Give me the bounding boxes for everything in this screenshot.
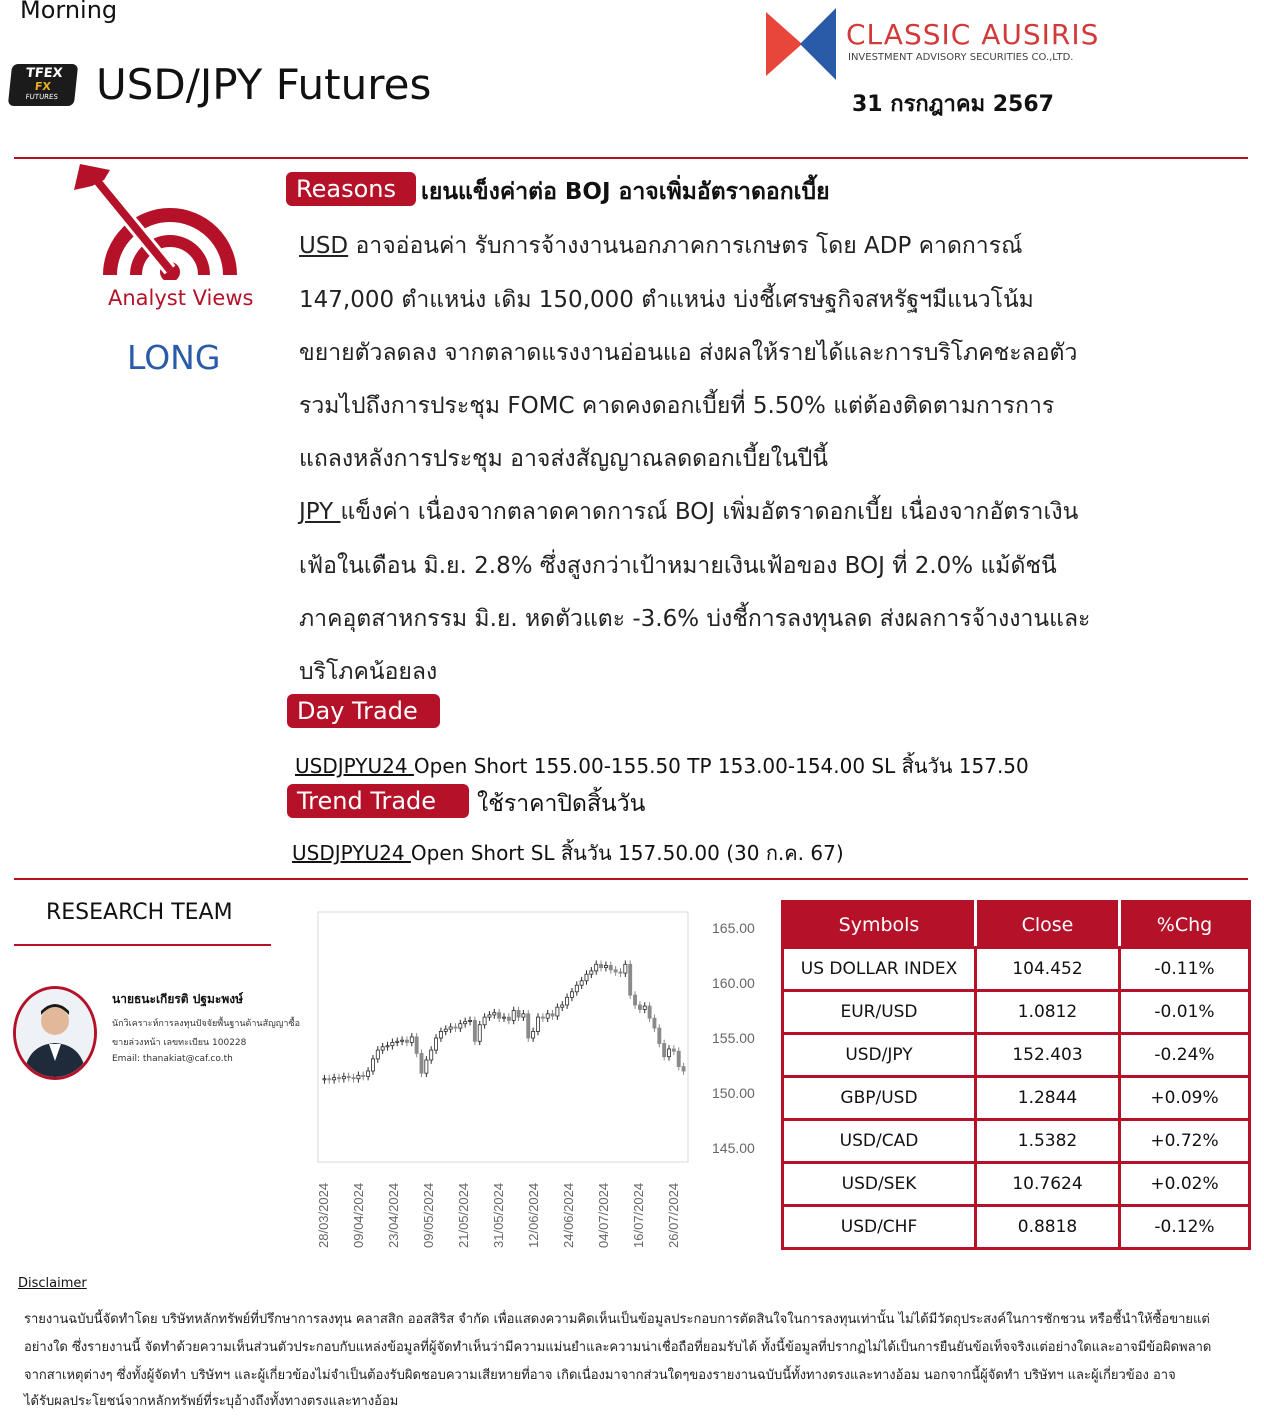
candle-body: [352, 1078, 355, 1079]
x-tick-label: 24/06/2024: [561, 1182, 576, 1248]
candle-body: [468, 1020, 471, 1021]
candle-body: [478, 1025, 481, 1042]
table-cell-symbol: GBP/USD: [783, 1077, 976, 1120]
candle-body: [580, 981, 583, 985]
table-cell-close: 1.0812: [976, 991, 1120, 1034]
classic-ausiris-logo-icon: [766, 8, 836, 80]
candle-body: [638, 1005, 641, 1009]
usd-label: USD: [299, 233, 349, 259]
candle-body: [609, 965, 612, 969]
candle-body: [629, 964, 632, 995]
trend-trade-line: [292, 837, 844, 869]
candle-body: [522, 1014, 525, 1017]
research-team-heading: RESEARCH TEAM: [46, 900, 233, 925]
x-tick-label: 21/05/2024: [456, 1182, 471, 1248]
reasons-badge: Reasons: [286, 172, 416, 206]
candle-body: [648, 1006, 651, 1018]
candle-body: [507, 1017, 510, 1020]
candle-body: [435, 1038, 438, 1050]
candle-body: [488, 1015, 491, 1017]
table-cell-chg: -0.01%: [1120, 991, 1250, 1034]
candle-body: [532, 1031, 535, 1038]
table-cell-symbol: USD/CHF: [783, 1206, 976, 1249]
candle-body: [357, 1075, 360, 1078]
candle-body: [624, 964, 627, 973]
chart-plot-frame: [318, 912, 688, 1162]
table-cell-symbol: USD/JPY: [783, 1034, 976, 1077]
candle-body: [337, 1078, 340, 1079]
candle-body: [633, 995, 636, 1005]
jpy-line-3: ภาคอุตสาหกรรม มิ.ย. หดตัวแตะ -3.6% บ่งชี้การลงทุนลด ส่งผลการจ้างงานและ: [299, 606, 1091, 632]
candle-body: [493, 1013, 496, 1015]
candle-body: [386, 1046, 389, 1047]
candle-body: [498, 1013, 501, 1019]
candle-body: [371, 1059, 374, 1071]
disclaimer-line-2: อย่างใด ซึ่งรายงานนี้ จัดทำด้วยความเห็นส่วนตัวประกอบกับแหล่งข้อมูลที่ผู้จัดทำเห็นว่ามีความแม่นยำและความน่าเชื่อถือที่ยอมรับได้ ทั้งนี้ข้อมูลที่ปรากฏไม่ได้เป็นการยืนยันข้อเท็จจริงแต่อย่างใดและอาจมีข้อผิดพลาด: [24, 1340, 1212, 1355]
candle-body: [502, 1017, 505, 1018]
tfex-logo-top: TFEX: [25, 66, 64, 81]
table-cell-chg: +0.02%: [1120, 1163, 1250, 1206]
candle-body: [614, 970, 617, 972]
candle-body: [415, 1037, 418, 1054]
disclaimer-line-4: ได้รับผลประโยชน์จากหลักทรัพย์ที่ระบุอ้างถึงทั้งทางตรงและทางอ้อม: [24, 1394, 399, 1409]
candle-body: [663, 1044, 666, 1057]
y-tick-label: 155.00: [712, 1030, 755, 1046]
candle-body: [401, 1040, 404, 1041]
candle-body: [590, 971, 593, 974]
avatar: [13, 986, 97, 1080]
candle-body: [367, 1071, 370, 1077]
reasons-headline: เยนแข็งค่าต่อ BOJ อาจเพิ่มอัตราดอกเบี้ย: [421, 179, 830, 205]
candle-body: [333, 1078, 336, 1080]
candle-body: [459, 1024, 462, 1028]
usd-line-4: รวมไปถึงการประชุม FOMC คาดคงดอกเบี้ยที่ 5.50% แต่ต้องติดตามการการ: [299, 393, 1055, 419]
day-trade-badge: Day Trade: [287, 694, 440, 728]
analyst-views-label: Analyst Views: [108, 286, 254, 310]
candle-body: [381, 1047, 384, 1050]
candle-body: [643, 1006, 646, 1009]
table-row: [783, 1120, 1250, 1163]
table-cell-close: 1.2844: [976, 1077, 1120, 1120]
candle-body: [677, 1051, 680, 1066]
jpy-label: JPY: [299, 499, 341, 525]
table-header-chg: %Chg: [1120, 902, 1250, 948]
candle-body: [376, 1050, 379, 1059]
table-row: [783, 1034, 1250, 1077]
table-row: [783, 991, 1250, 1034]
usd-line-3: ขยายตัวลดลง จากตลาดแรงงานอ่อนแอ ส่งผลให้รายได้และการบริโภคชะลอตัว: [299, 340, 1078, 366]
table-cell-chg: -0.12%: [1120, 1206, 1250, 1249]
trend-trade-detail: Open Short SL สิ้นวัน 157.50.00 (30 ก.ค. 67): [410, 841, 844, 865]
x-tick-label: 26/07/2024: [666, 1182, 681, 1248]
day-trade-detail: Open Short 155.00-155.50 TP 153.00-154.00 SL สิ้นวัน 157.50: [413, 754, 1029, 778]
table-cell-chg: +0.72%: [1120, 1120, 1250, 1163]
table-header-row: [783, 902, 1250, 948]
disclaimer-line-1: รายงานฉบับนี้จัดทำโดย บริษัทหลักทรัพย์ที่ปรึกษาการลงทุน คลาสสิก ออสสิริส จำกัด เพื่อแสดงความคิดเห็นเป็นข้อมูลประกอบการตัดสินใจในการลงทุนเท่านั้น ไม่ได้มีวัตถุประสงค์ในการชักชวน หรือชี้นำให้ซื้อขายแต่: [24, 1312, 1210, 1327]
analyst-email: Email: thanakiat@caf.co.th: [112, 1054, 233, 1064]
table-row: [783, 1206, 1250, 1249]
table-cell-chg: -0.24%: [1120, 1034, 1250, 1077]
x-tick-label: 31/05/2024: [491, 1182, 506, 1248]
candle-body: [546, 1014, 549, 1018]
tfex-logo: [8, 64, 78, 106]
candle-body: [449, 1027, 452, 1029]
candle-body: [362, 1075, 365, 1076]
candle-body: [667, 1049, 670, 1057]
candle-body: [454, 1027, 457, 1028]
candle-body: [682, 1067, 685, 1071]
brand-name: CLASSIC AUSIRIS: [846, 18, 1100, 51]
tfex-logo-bottom: FUTURES: [25, 93, 59, 101]
x-tick-label: 09/05/2024: [421, 1182, 436, 1248]
y-tick-label: 165.00: [712, 920, 755, 936]
table-row: [783, 1163, 1250, 1206]
target-arrow-icon: [70, 160, 270, 280]
candle-body: [512, 1011, 515, 1021]
page-title: USD/JPY Futures: [96, 60, 432, 109]
usd-text: อาจอ่อนค่า รับการจ้างงานนอกภาคการเกษตร โดย ADP คาดการณ์: [348, 233, 1023, 259]
candle-body: [672, 1049, 675, 1051]
candle-body: [405, 1040, 408, 1042]
candle-body: [551, 1014, 554, 1016]
jpy-line-4: บริโภคน้อยลง: [299, 659, 438, 685]
trend-trade-note: ใช้ราคาปิดสิ้นวัน: [477, 791, 646, 817]
candle-body: [561, 1005, 564, 1007]
candle-body: [328, 1079, 331, 1080]
table-cell-close: 10.7624: [976, 1163, 1120, 1206]
x-tick-label: 12/06/2024: [526, 1182, 541, 1248]
candle-body: [425, 1060, 428, 1073]
analyst-license: ขายล่วงหน้า เลขทะเบียน 100228: [112, 1038, 247, 1048]
table-header-symbols: Symbols: [783, 902, 976, 948]
disclaimer-line-3: จากสาเหตุต่างๆ ซึ่งทั้งผู้จัดทำ บริษัทฯ และผู้เกี่ยวข้องไม่จำเป็นต้องรับผิดชอบความเสียหายที่อาจ เกิดเนื่องมาจากส่วนใดๆของรายงานฉบับนี้ทั้งทางตรงและทางอ้อม นอกจากนี้ผู้จัดทำ บริษัทฯ และผู้เกี่ยวข้อง อาจ: [24, 1368, 1176, 1383]
y-tick-label: 160.00: [712, 975, 755, 991]
x-tick-label: 28/03/2024: [316, 1182, 331, 1248]
candle-body: [444, 1029, 447, 1031]
candle-body: [575, 985, 578, 992]
usd-line-5: แถลงหลังการประชุม อาจส่งสัญญาณลดดอกเบี้ยในปีนี้: [299, 446, 829, 472]
jpy-line-1: [299, 494, 1078, 530]
candle-body: [658, 1028, 661, 1043]
candle-body: [464, 1022, 467, 1024]
candle-body: [570, 992, 573, 998]
section-divider: [14, 878, 1248, 880]
candle-body: [430, 1050, 433, 1060]
table-row: [783, 1077, 1250, 1120]
day-trade-line: [295, 750, 1029, 782]
fx-quote-table: [781, 900, 1251, 1250]
candle-body: [653, 1018, 656, 1028]
table-cell-close: 0.8818: [976, 1206, 1120, 1249]
table-cell-symbol: US DOLLAR INDEX: [783, 948, 976, 991]
candle-body: [420, 1053, 423, 1073]
report-date: 31 กรกฎาคม 2567: [852, 92, 1054, 117]
table-cell-close: 1.5382: [976, 1120, 1120, 1163]
candle-body: [396, 1041, 399, 1042]
research-underline: [14, 944, 271, 946]
disclaimer-title: Disclaimer: [18, 1276, 87, 1291]
candle-body: [347, 1077, 350, 1078]
table-cell-close: 104.452: [976, 948, 1120, 991]
table-cell-chg: +0.09%: [1120, 1077, 1250, 1120]
tfex-logo-mid: FX: [34, 80, 52, 93]
table-cell-chg: -0.11%: [1120, 948, 1250, 991]
candle-body: [585, 974, 588, 981]
candle-body: [439, 1031, 442, 1038]
table-cell-symbol: USD/SEK: [783, 1163, 976, 1206]
usd-line-1: [299, 228, 1022, 264]
candle-body: [566, 997, 569, 1005]
header-divider: [14, 157, 1248, 159]
candle-body: [595, 964, 598, 971]
candle-body: [604, 965, 607, 967]
y-tick-label: 150.00: [712, 1085, 755, 1101]
x-tick-label: 09/04/2024: [351, 1182, 366, 1248]
usd-line-2: 147,000 ตำแหน่ง เดิม 150,000 ตำแหน่ง บ่งชี้เศรษฐกิจสหรัฐฯมีแนวโน้ม: [299, 287, 1034, 313]
y-tick-label: 145.00: [712, 1140, 755, 1156]
analyst-name: นายธนะเกียรติ ปฐมะพงษ์: [112, 992, 244, 1006]
candle-body: [391, 1042, 394, 1045]
trend-trade-symbol: USDJPYU24: [292, 841, 411, 865]
candle-body: [536, 1017, 539, 1031]
x-tick-label: 04/07/2024: [596, 1182, 611, 1248]
jpy-line-2: เฟ้อในเดือน มิ.ย. 2.8% ซึ่งสูงกว่าเป้าหมายเงินเฟ้อของ BOJ ที่ 2.0% แม้ดัชนี: [299, 553, 1057, 579]
candle-body: [483, 1017, 486, 1025]
morning-label: Morning: [20, 0, 118, 24]
table-cell-symbol: USD/CAD: [783, 1120, 976, 1163]
table-cell-close: 152.403: [976, 1034, 1120, 1077]
candle-body: [473, 1020, 476, 1041]
person-icon: [16, 989, 94, 1077]
position-long: LONG: [127, 338, 221, 377]
day-trade-symbol: USDJPYU24: [295, 754, 414, 778]
trend-trade-badge: Trend Trade: [287, 784, 469, 818]
jpy-text: แข็งค่า เนื่องจากตลาดคาดการณ์ BOJ เพิ่มอัตราดอกเบี้ย เนื่องจากอัตราเงิน: [340, 499, 1079, 525]
table-row: [783, 948, 1250, 991]
x-tick-label: 16/07/2024: [631, 1182, 646, 1248]
candle-body: [600, 964, 603, 967]
candle-body: [527, 1014, 530, 1038]
candle-body: [517, 1011, 520, 1018]
candle-body: [556, 1007, 559, 1016]
candle-body: [619, 972, 622, 973]
candle-body: [342, 1077, 345, 1079]
x-tick-label: 23/04/2024: [386, 1182, 401, 1248]
table-cell-symbol: EUR/USD: [783, 991, 976, 1034]
usdjpy-candlestick-chart: [300, 900, 770, 1260]
table-header-close: Close: [976, 902, 1120, 948]
candle-body: [323, 1079, 326, 1080]
analyst-role: นักวิเคราะห์การลงทุนปัจจัยพื้นฐานด้านสัญญาซื้อ: [112, 1019, 300, 1029]
candle-body: [541, 1017, 544, 1018]
brand-subtitle: INVESTMENT ADVISORY SECURITIES CO.,LTD.: [848, 52, 1074, 63]
candle-body: [410, 1037, 413, 1043]
